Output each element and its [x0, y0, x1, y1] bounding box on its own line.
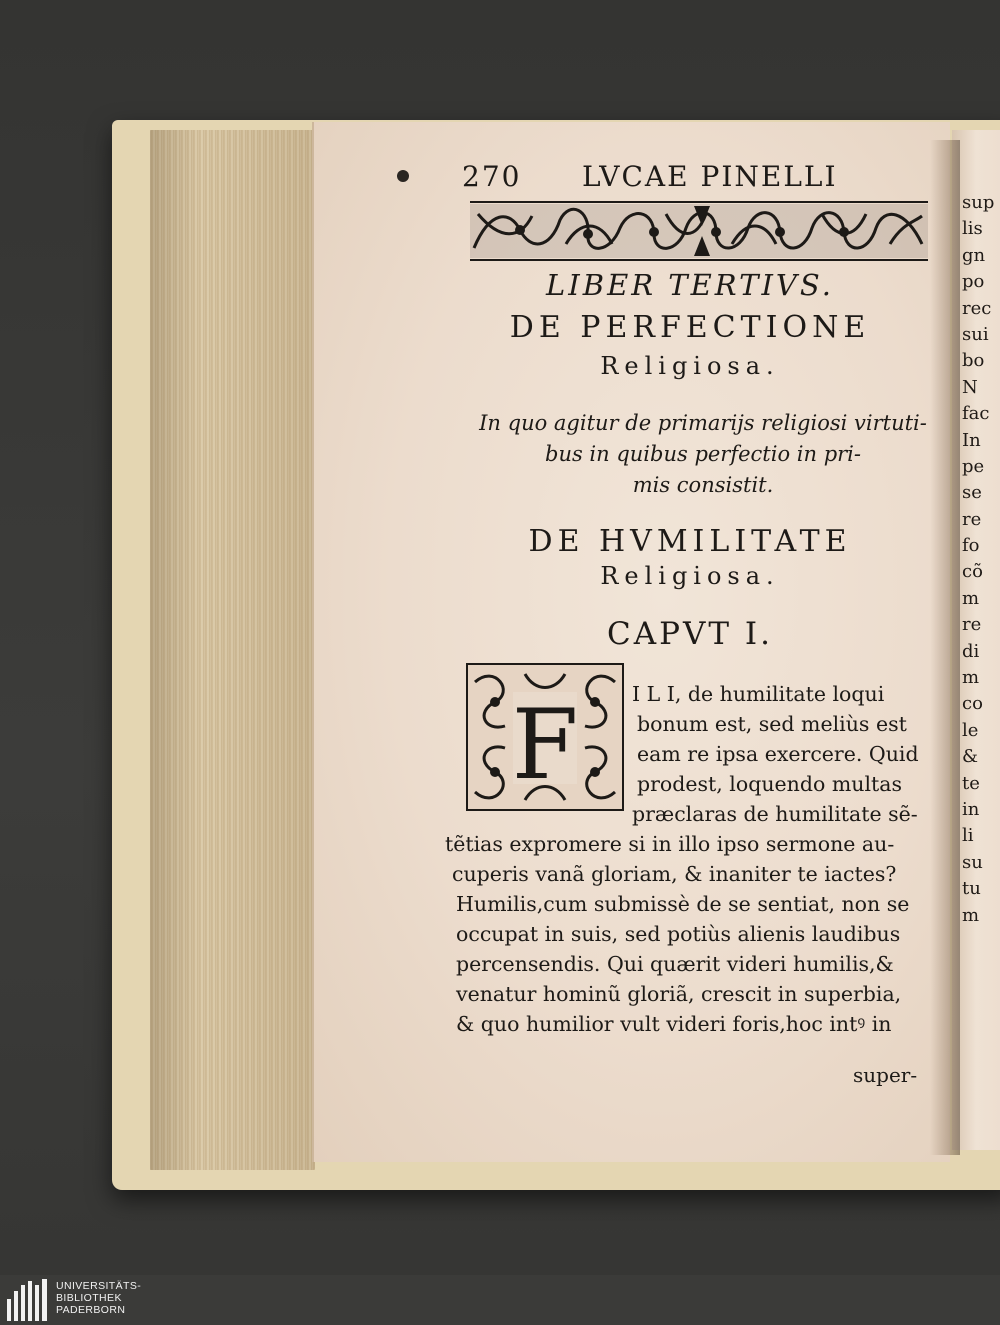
facing-page-fragment: m — [962, 587, 980, 609]
author-name: LVCAE PINELLI — [582, 160, 838, 193]
body-line: prodest, loquendo multas — [637, 772, 903, 796]
facing-page-fragment: sup — [962, 192, 995, 213]
facing-page-fragment: fo — [962, 535, 980, 557]
institution-name — [56, 1280, 141, 1316]
facing-page-fragment: pe — [962, 455, 985, 477]
facing-page-fragment: su — [962, 851, 983, 873]
facing-page-fragment: lis — [962, 218, 983, 240]
description-line: mis consistit. — [632, 473, 774, 497]
section-sub: Religiosa. — [600, 562, 780, 590]
facing-page-fragment: rec — [962, 297, 992, 319]
facing-page-fragment: fac — [962, 403, 990, 425]
facing-page-fragment: co — [962, 693, 983, 715]
library-logo-icon — [6, 1279, 52, 1321]
decorated-initial-f — [465, 662, 625, 812]
facing-page-fragment: sui — [962, 323, 989, 345]
facing-page-fragment: bo — [962, 350, 985, 372]
facing-page-fragment: N — [962, 376, 978, 398]
bookworm-hole — [397, 170, 409, 182]
facing-page-fragment: tu — [962, 878, 981, 900]
body-line: I L I, de humilitate loqui — [632, 682, 885, 706]
book-title: LIBER TERTIVS. — [546, 268, 834, 302]
facing-page-fragment: re — [962, 614, 982, 636]
body-line: tẽtias expromere si in illo ipso sermone au- — [445, 832, 895, 856]
facing-page-fragment: re — [962, 508, 982, 530]
body-line: & quo humilior vult videri foris,hoc intꝰ in — [456, 1012, 892, 1036]
main-title: DE PERFECTIONE — [509, 310, 871, 345]
page-edges — [150, 130, 315, 1170]
body-line: bonum est, sed meliùs est — [637, 712, 907, 736]
facing-page-fragment: in — [962, 798, 980, 820]
facing-page-fragment: te — [962, 772, 980, 794]
facing-page-fragment: le — [962, 719, 979, 741]
description-line: bus in quibus perfectio in pri- — [545, 442, 861, 466]
body-line: præclaras de humilitate sẽ- — [632, 802, 918, 826]
facing-page-text — [962, 190, 1000, 929]
facing-page-fragment: & — [962, 746, 979, 768]
facing-page-fragment: di — [962, 640, 980, 662]
institution-line: BIBLIOTHEK — [56, 1292, 122, 1304]
body-line: venatur hominũ gloriã, crescit in superbia, — [456, 982, 902, 1006]
facing-page-fragment: po — [962, 271, 985, 293]
body-line: Humilis,cum submissè de se sentiat, non se — [456, 892, 910, 916]
body-line: eam re ipsa exercere. Quid — [637, 742, 919, 766]
running-head — [462, 160, 882, 200]
footer-bar — [0, 1275, 1000, 1325]
facing-page-fragment: In — [962, 429, 981, 451]
facing-page-fragment: se — [962, 482, 982, 504]
svg-text:F: F — [511, 689, 579, 801]
facing-page-fragment: li — [962, 825, 974, 847]
body-line: percensendis. Qui quærit videri humilis,& — [456, 952, 894, 976]
facing-page-fragment: cõ — [962, 561, 983, 583]
chapter-heading: CAPVT I. — [607, 616, 773, 652]
main-title-sub: Religiosa. — [600, 352, 780, 380]
ornament-band — [470, 200, 928, 262]
section-title: DE HVMILITATE — [528, 524, 852, 559]
catchword: super- — [853, 1063, 918, 1087]
facing-page-fragment: m — [962, 667, 980, 689]
description-line: In quo agitur de primarijs religiosi virtuti- — [479, 411, 927, 435]
facing-page-fragment: gn — [962, 244, 986, 266]
page-number: 270 — [462, 160, 522, 193]
institution-line: PADERBORN — [56, 1304, 126, 1316]
body-line: occupat in suis, sed potiùs alienis laudibus — [456, 922, 901, 946]
institution-line: UNIVERSITÄTS- — [56, 1280, 142, 1292]
facing-page-fragment: m — [962, 904, 980, 926]
body-line: cuperis vanã gloriam, & inaniter te iactes? — [452, 862, 897, 886]
